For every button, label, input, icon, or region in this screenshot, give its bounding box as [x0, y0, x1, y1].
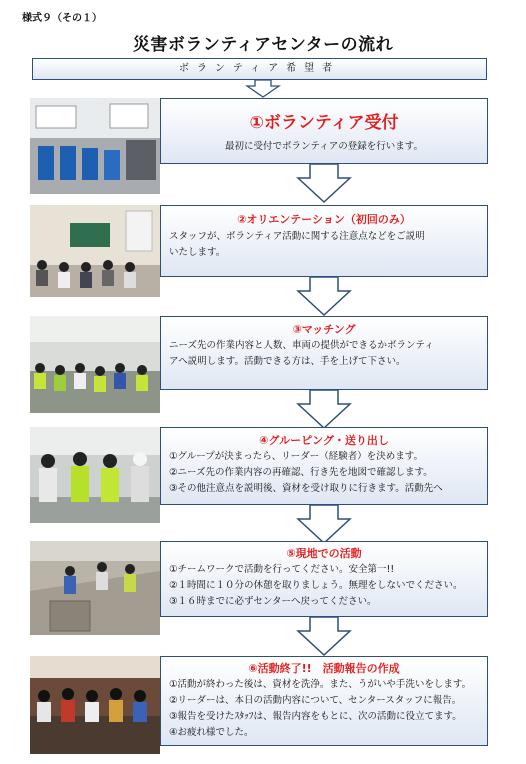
arrow-down-icon: [296, 390, 352, 430]
step-5-line-2: ②１時間に１０分の休憩を取りましょう。無理をしないでください。: [169, 580, 463, 591]
step-6-line-3: ③報告を受けたｽﾀｯﾌは、報告内容をもとに、次の活動に役立てます。: [169, 711, 462, 722]
photo-orientation: [30, 205, 160, 297]
step-4-line-1: ①グループが決まったら、リーダー（経験者）を決めます。: [169, 451, 423, 462]
arrow-down-icon: [245, 80, 281, 98]
step-5-line-3: ③１６時までに必ずセンターへ戻ってください。: [169, 596, 377, 607]
arrow-down-icon: [296, 277, 352, 317]
step-5-title: ⑤現地での活動: [286, 547, 362, 560]
step-3-box: [160, 316, 488, 390]
photo-matching: [30, 316, 160, 413]
step-1-title: ①ボランティア受付: [249, 113, 399, 133]
step-2-line-1: スタッフが、ボランティア活動に関する注意点などをご説明: [169, 231, 425, 242]
photo-activity-report: [30, 656, 160, 754]
photo-field-work: [30, 541, 160, 635]
photo-reception: [30, 98, 160, 194]
step-2-title: ②オリエンテーション（初回のみ）: [237, 213, 411, 226]
step-4-box: [160, 427, 488, 505]
volunteer-applicant-box: ボランティア希望者: [32, 58, 487, 80]
step-3-line-2: アへ説明します。活動できる方は、手を上げて下さい。: [169, 356, 406, 367]
step-1-box: [160, 98, 488, 164]
page-title: 災害ボランティアセンターの流れ: [132, 35, 394, 55]
arrow-down-icon: [296, 164, 352, 204]
arrow-down-icon: [296, 617, 352, 657]
step-4-line-3: ③その他注意点を説明後、資材を受け取りに行きます。活動先へ: [169, 483, 443, 494]
step-6-line-2: ②リーダーは、本日の活動内容について、センタースタッフに報告。: [169, 695, 462, 706]
photo-grouping: [30, 427, 160, 523]
arrow-down-icon: [296, 505, 352, 545]
form-label: 様式９（その１）: [22, 13, 102, 24]
step-1-line-1: 最初に受付でボランティアの登録を行います。: [225, 141, 423, 152]
step-2-box: [160, 205, 488, 277]
step-5-line-1: ①チームワークで活動を行ってください。安全第一!!: [169, 564, 395, 575]
step-6-line-1: ①活動が終わった後は、資材を洗浄。また、うがいや手洗いをします。: [169, 679, 472, 690]
step-3-title: ③マッチング: [292, 323, 356, 336]
step-6-line-4: ④お疲れ様でした。: [169, 727, 254, 738]
step-4-title: ④グルーピング・送り出し: [259, 434, 389, 447]
step-6-title: ⑥活動終了!! 活動報告の作成: [248, 662, 400, 675]
step-4-line-2: ②ニーズ先の作業内容の再確認、行き先を地図で確認します。: [169, 467, 433, 478]
step-2-line-2: いたします。: [169, 247, 226, 258]
step-6-box: [160, 656, 488, 746]
step-3-line-1: ニーズ先の作業内容と人数、車両の提供ができるかボランティ: [169, 340, 434, 351]
step-5-box: [160, 541, 488, 617]
